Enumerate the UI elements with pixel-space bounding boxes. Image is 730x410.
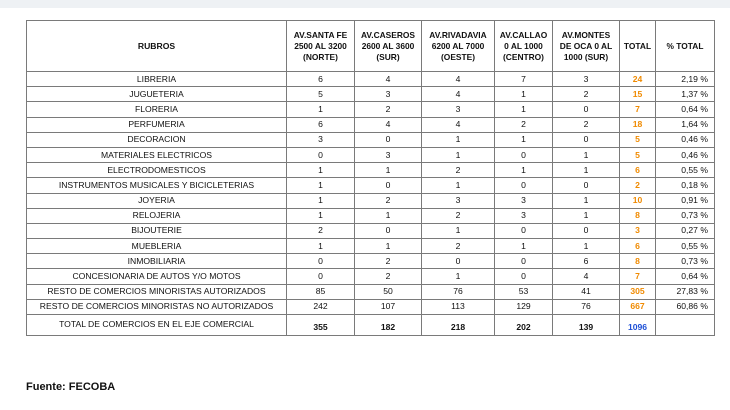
table-row	[27, 239, 715, 254]
cell-montes-de-oca: 1	[553, 193, 620, 208]
cell-santa-fe: 1	[287, 193, 355, 208]
grand-total-label: TOTAL DE COMERCIOS EN EL EJE COMERCIAL	[27, 315, 287, 336]
grand-montes-de-oca: 139	[553, 315, 620, 336]
cell-montes-de-oca: 2	[553, 117, 620, 132]
cell-pct-total: 60,86 %	[656, 299, 715, 314]
grand-pct-empty	[656, 315, 715, 336]
row-label: ELECTRODOMESTICOS	[27, 163, 287, 178]
cell-rivadavia: 2	[422, 163, 495, 178]
cell-callao: 1	[495, 239, 553, 254]
cell-pct-total: 0,55 %	[656, 163, 715, 178]
cell-caseros: 4	[355, 72, 422, 87]
cell-santa-fe: 1	[287, 163, 355, 178]
row-label: JOYERIA	[27, 193, 287, 208]
cell-pct-total: 1,64 %	[656, 117, 715, 132]
cell-total: 3	[620, 223, 656, 238]
cell-santa-fe: 6	[287, 72, 355, 87]
cell-montes-de-oca: 2	[553, 87, 620, 102]
cell-total: 6	[620, 163, 656, 178]
cell-caseros: 0	[355, 223, 422, 238]
cell-santa-fe: 1	[287, 178, 355, 193]
cell-santa-fe: 0	[287, 254, 355, 269]
cell-callao: 0	[495, 178, 553, 193]
cell-santa-fe: 5	[287, 87, 355, 102]
cell-caseros: 0	[355, 132, 422, 147]
cell-caseros: 0	[355, 178, 422, 193]
cell-santa-fe: 85	[287, 284, 355, 299]
table-row	[27, 299, 715, 314]
table-row	[27, 87, 715, 102]
cell-rivadavia: 76	[422, 284, 495, 299]
row-label: MATERIALES ELECTRICOS	[27, 147, 287, 162]
row-label: MUEBLERIA	[27, 239, 287, 254]
table-row	[27, 147, 715, 162]
cell-santa-fe: 0	[287, 269, 355, 284]
cell-caseros: 2	[355, 269, 422, 284]
header-callao: AV.CALLAO 0 AL 1000 (CENTRO)	[495, 21, 553, 72]
cell-montes-de-oca: 0	[553, 223, 620, 238]
cell-rivadavia: 4	[422, 87, 495, 102]
cell-callao: 7	[495, 72, 553, 87]
cell-montes-de-oca: 4	[553, 269, 620, 284]
cell-caseros: 50	[355, 284, 422, 299]
cell-pct-total: 2,19 %	[656, 72, 715, 87]
table-row	[27, 193, 715, 208]
commerce-table	[26, 20, 715, 336]
table-row	[27, 269, 715, 284]
row-label: INMOBILIARIA	[27, 254, 287, 269]
cell-callao: 0	[495, 223, 553, 238]
grand-caseros: 182	[355, 315, 422, 336]
cell-rivadavia: 1	[422, 223, 495, 238]
table-row	[27, 163, 715, 178]
cell-pct-total: 0,18 %	[656, 178, 715, 193]
cell-pct-total: 0,46 %	[656, 147, 715, 162]
cell-total: 10	[620, 193, 656, 208]
grand-rivadavia: 218	[422, 315, 495, 336]
cell-rivadavia: 3	[422, 193, 495, 208]
cell-rivadavia: 113	[422, 299, 495, 314]
header-caseros: AV.CASEROS 2600 AL 3600 (SUR)	[355, 21, 422, 72]
cell-caseros: 1	[355, 163, 422, 178]
cell-total: 6	[620, 239, 656, 254]
cell-pct-total: 0,73 %	[656, 208, 715, 223]
cell-total: 15	[620, 87, 656, 102]
cell-pct-total: 0,27 %	[656, 223, 715, 238]
cell-pct-total: 0,64 %	[656, 102, 715, 117]
cell-rivadavia: 1	[422, 132, 495, 147]
cell-santa-fe: 242	[287, 299, 355, 314]
header-rivadavia: AV.RIVADAVIA 6200 AL 7000 (OESTE)	[422, 21, 495, 72]
cell-montes-de-oca: 3	[553, 72, 620, 87]
row-label: DECORACION	[27, 132, 287, 147]
cell-santa-fe: 1	[287, 208, 355, 223]
cell-callao: 2	[495, 117, 553, 132]
cell-caseros: 2	[355, 102, 422, 117]
cell-callao: 129	[495, 299, 553, 314]
header-pct-total: % TOTAL	[656, 21, 715, 72]
cell-pct-total: 27,83 %	[656, 284, 715, 299]
cell-montes-de-oca: 1	[553, 239, 620, 254]
cell-total: 8	[620, 254, 656, 269]
row-label: PERFUMERIA	[27, 117, 287, 132]
source-note: Fuente: FECOBA	[26, 381, 116, 393]
table-row	[27, 178, 715, 193]
cell-rivadavia: 3	[422, 102, 495, 117]
row-label: CONCESIONARIA DE AUTOS Y/O MOTOS	[27, 269, 287, 284]
cell-callao: 3	[495, 208, 553, 223]
cell-santa-fe: 1	[287, 102, 355, 117]
cell-montes-de-oca: 1	[553, 163, 620, 178]
row-label: INSTRUMENTOS MUSICALES Y BICICLETERIAS	[27, 178, 287, 193]
cell-total: 667	[620, 299, 656, 314]
cell-caseros: 3	[355, 87, 422, 102]
cell-montes-de-oca: 0	[553, 178, 620, 193]
cell-montes-de-oca: 1	[553, 208, 620, 223]
table-row	[27, 117, 715, 132]
cell-pct-total: 0,91 %	[656, 193, 715, 208]
table-row	[27, 254, 715, 269]
grand-callao: 202	[495, 315, 553, 336]
cell-callao: 0	[495, 147, 553, 162]
cell-rivadavia: 0	[422, 254, 495, 269]
row-label: RESTO DE COMERCIOS MINORISTAS AUTORIZADOS	[27, 284, 287, 299]
cell-total: 5	[620, 147, 656, 162]
row-label: RELOJERIA	[27, 208, 287, 223]
cell-pct-total: 1,37 %	[656, 87, 715, 102]
cell-montes-de-oca: 6	[553, 254, 620, 269]
table-row	[27, 284, 715, 299]
cell-total: 7	[620, 269, 656, 284]
cell-callao: 1	[495, 102, 553, 117]
table-row	[27, 223, 715, 238]
cell-santa-fe: 3	[287, 132, 355, 147]
cell-callao: 1	[495, 87, 553, 102]
row-label: LIBRERIA	[27, 72, 287, 87]
cell-callao: 1	[495, 163, 553, 178]
cell-rivadavia: 1	[422, 269, 495, 284]
cell-callao: 0	[495, 269, 553, 284]
cell-pct-total: 0,46 %	[656, 132, 715, 147]
row-label: FLORERIA	[27, 102, 287, 117]
cell-total: 2	[620, 178, 656, 193]
cell-montes-de-oca: 0	[553, 102, 620, 117]
row-label: JUGUETERIA	[27, 87, 287, 102]
table-row	[27, 102, 715, 117]
cell-total: 8	[620, 208, 656, 223]
cell-pct-total: 0,55 %	[656, 239, 715, 254]
top-strip	[0, 0, 730, 8]
cell-caseros: 107	[355, 299, 422, 314]
cell-caseros: 2	[355, 254, 422, 269]
cell-santa-fe: 6	[287, 117, 355, 132]
row-label: RESTO DE COMERCIOS MINORISTAS NO AUTORIZADOS	[27, 299, 287, 314]
grand-santa-fe: 355	[287, 315, 355, 336]
table-row	[27, 72, 715, 87]
cell-caseros: 4	[355, 117, 422, 132]
cell-callao: 3	[495, 193, 553, 208]
cell-pct-total: 0,73 %	[656, 254, 715, 269]
cell-montes-de-oca: 0	[553, 132, 620, 147]
table-header-row	[27, 21, 715, 72]
cell-caseros: 1	[355, 208, 422, 223]
header-santa-fe: AV.SANTA FE 2500 AL 3200 (NORTE)	[287, 21, 355, 72]
cell-total: 5	[620, 132, 656, 147]
cell-montes-de-oca: 76	[553, 299, 620, 314]
header-total: TOTAL	[620, 21, 656, 72]
cell-rivadavia: 1	[422, 147, 495, 162]
row-label: BIJOUTERIE	[27, 223, 287, 238]
cell-caseros: 3	[355, 147, 422, 162]
cell-callao: 53	[495, 284, 553, 299]
cell-rivadavia: 4	[422, 72, 495, 87]
cell-montes-de-oca: 41	[553, 284, 620, 299]
table-row	[27, 208, 715, 223]
cell-rivadavia: 2	[422, 239, 495, 254]
cell-callao: 1	[495, 132, 553, 147]
cell-total: 7	[620, 102, 656, 117]
cell-total: 24	[620, 72, 656, 87]
cell-rivadavia: 1	[422, 178, 495, 193]
cell-rivadavia: 2	[422, 208, 495, 223]
cell-callao: 0	[495, 254, 553, 269]
cell-total: 305	[620, 284, 656, 299]
cell-caseros: 2	[355, 193, 422, 208]
cell-santa-fe: 2	[287, 223, 355, 238]
table-body	[27, 72, 715, 336]
cell-santa-fe: 0	[287, 147, 355, 162]
cell-montes-de-oca: 1	[553, 147, 620, 162]
table-row	[27, 132, 715, 147]
header-rubros: RUBROS	[27, 21, 287, 72]
cell-rivadavia: 4	[422, 117, 495, 132]
cell-santa-fe: 1	[287, 239, 355, 254]
cell-total: 18	[620, 117, 656, 132]
grand-total-value: 1096	[620, 315, 656, 336]
header-montes-de-oca: AV.MONTES DE OCA 0 AL 1000 (SUR)	[553, 21, 620, 72]
cell-pct-total: 0,64 %	[656, 269, 715, 284]
cell-caseros: 1	[355, 239, 422, 254]
